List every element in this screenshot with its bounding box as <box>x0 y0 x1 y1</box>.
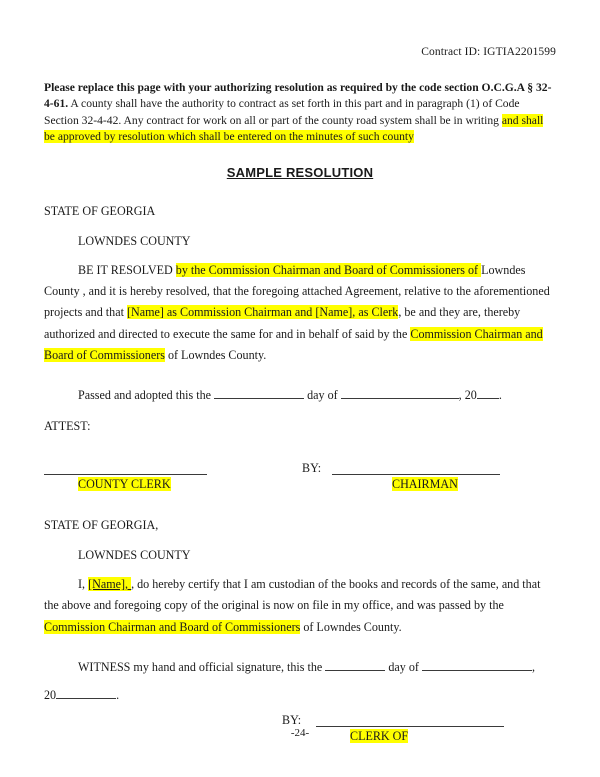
witness-by-label: BY: <box>282 713 302 727</box>
certification-state: STATE OF GEORGIA, <box>44 518 159 533</box>
chairman-signature-line[interactable] <box>332 474 500 475</box>
passed-month-blank[interactable] <box>341 386 459 399</box>
certification-body <box>44 574 556 638</box>
page-title: SAMPLE RESOLUTION <box>226 164 374 180</box>
witness-year-line <box>44 686 556 707</box>
resolution-state: STATE OF GEORGIA <box>44 203 156 218</box>
chairman-label: CHAIRMAN <box>392 477 458 492</box>
resolution-body-b: by the Commission Chairman and Board of Commissioners of <box>175 262 482 277</box>
witness-period: . <box>116 688 120 702</box>
resolution-body <box>44 260 556 366</box>
replacement-notice <box>44 80 556 146</box>
resolution-body-c: Lowndes County , and it is hereby resolved, that the foregoing attached Agreement, relative to the aforementioned projects and that <box>44 262 550 320</box>
notice-bold-lead: Please replace this page with your authorizing resolution as required by the code section O.C.G.A § 32-4-61. <box>44 81 552 111</box>
certification-body-a: I, <box>78 577 89 592</box>
resolution-body-e: , be and they are, thereby authorized and directed to execute the same for and in behalf of said by the <box>44 305 521 341</box>
notice-body: A county shall have the authority to contract as set forth in this part and in paragraph (1) of Code Section 32-4-42. Any contract for work on all or part of the county road system shall be in writing <box>44 97 520 127</box>
certification-body-e: Commission Chairman and Board of Commissioners <box>44 619 301 634</box>
resolution-body-a: BE IT RESOLVED <box>78 262 176 277</box>
witness-comma: , <box>531 660 535 674</box>
resolution-body-f: Commission Chairman and Board of Commissioners <box>44 326 543 362</box>
witness-prefix: WITNESS my hand and official signature, this the <box>78 660 323 674</box>
witness-line <box>44 658 556 679</box>
passed-day-blank[interactable] <box>214 386 304 399</box>
contract-id: Contract ID: IGTIA2201599 <box>421 46 556 58</box>
witness-year-prefix: 20 <box>44 688 57 702</box>
attest-signature-block <box>44 461 556 501</box>
witness-mid: day of <box>388 660 419 674</box>
attest-label: ATTEST: <box>44 419 91 434</box>
passed-adopted-line <box>44 386 556 407</box>
clerk-of-label: CLERK OF <box>350 729 409 743</box>
passed-mid: day of <box>307 388 338 403</box>
witness-year-blank[interactable] <box>56 686 116 699</box>
resolution-body-d: [Name] as Commission Chairman and [Name], as Clerk <box>126 305 399 320</box>
witness-month-blank[interactable] <box>422 658 532 671</box>
notice-highlighted-tail: and shall be approved by resolution which shall be entered on the minutes of such county <box>44 113 544 144</box>
passed-period: . <box>498 388 502 403</box>
certification-name-blank[interactable]: [Name], <box>88 577 132 592</box>
passed-year-blank[interactable] <box>477 386 499 399</box>
witness-day-blank[interactable] <box>325 658 385 671</box>
certification-body-f: of Lowndes County. <box>300 619 402 634</box>
county-clerk-label: COUNTY CLERK <box>78 477 171 492</box>
resolution-county: LOWNDES COUNTY <box>78 233 191 248</box>
passed-year-prefix: , 20 <box>458 388 477 403</box>
county-clerk-signature-line[interactable] <box>44 474 207 475</box>
certification-body-d: , do hereby certify that I am custodian of the books and records of the same, and that the above and foregoing copy of the original is now on file in my office, and was passed by the <box>44 577 541 613</box>
certification-county: LOWNDES COUNTY <box>78 548 191 563</box>
page-number: -24- <box>290 727 310 739</box>
resolution-body-g: of Lowndes County. <box>164 347 267 362</box>
passed-prefix: Passed and adopted this the <box>78 388 212 403</box>
attest-by-label: BY: <box>302 461 322 476</box>
